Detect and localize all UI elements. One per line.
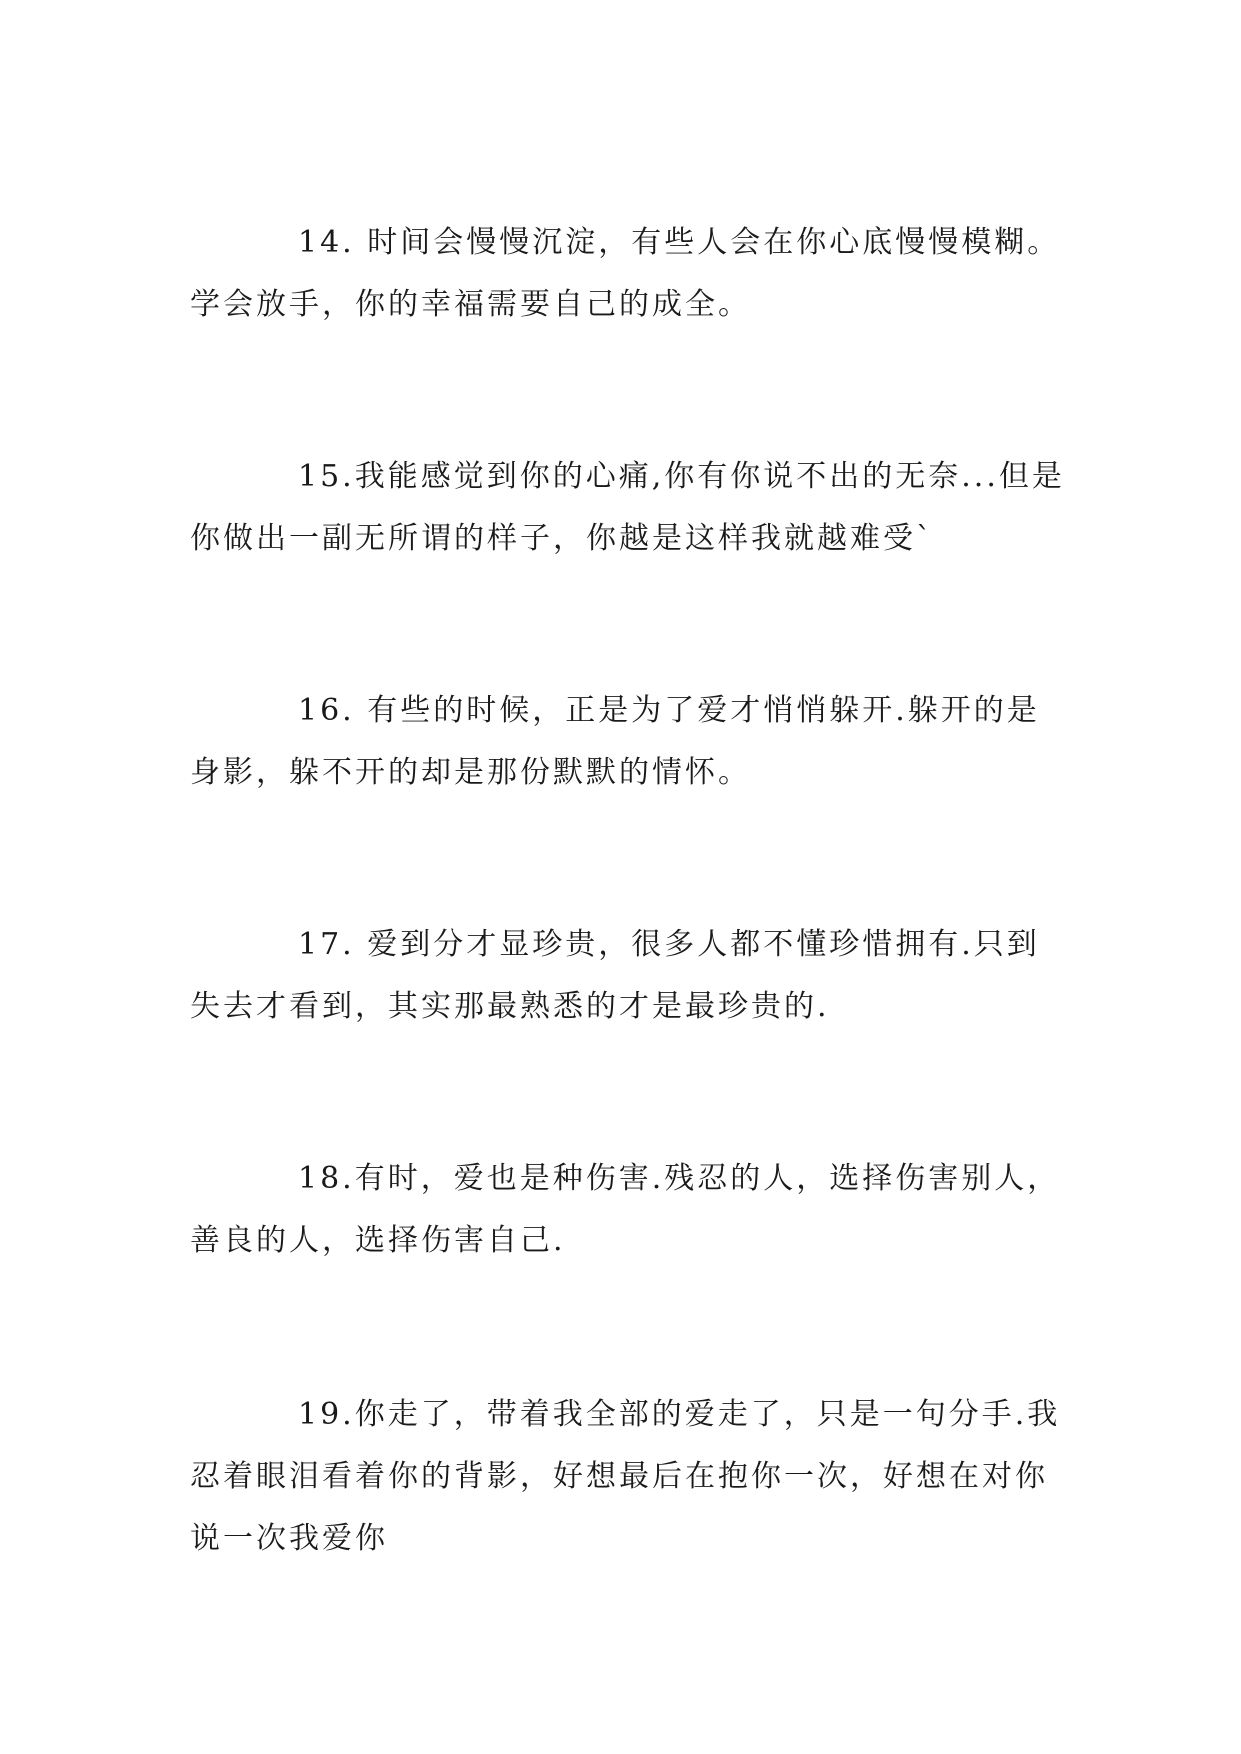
paragraph-17: 17. 爱到分才显珍贵，很多人都不懂珍惜拥有.只到失去才看到，其实那最熟悉的才是最珍贵的.: [190, 927, 1040, 1024]
paragraph-18: 18.有时，爱也是种伤害.残忍的人，选择伤害别人，善良的人，选择伤害自己.: [190, 1161, 1061, 1258]
paragraph-16: 16. 有些的时候，正是为了爱才悄悄躲开.躲开的是身影，躲不开的却是那份默默的情怀。: [190, 693, 1040, 790]
paragraph-15: 15.我能感觉到你的心痛,你有你说不出的无奈...但是你做出一副无所谓的样子，你越是这样我就越难受`: [190, 459, 1065, 556]
paragraph-14: 14. 时间会慢慢沉淀，有些人会在你心底慢慢模糊。学会放手，你的幸福需要自己的成全。: [190, 225, 1061, 322]
paragraph-19: 19.你走了，带着我全部的爱走了，只是一句分手.我忍着眼泪看着你的背影，好想最后在抱你一次，好想在对你说一次我爱你: [190, 1397, 1061, 1556]
